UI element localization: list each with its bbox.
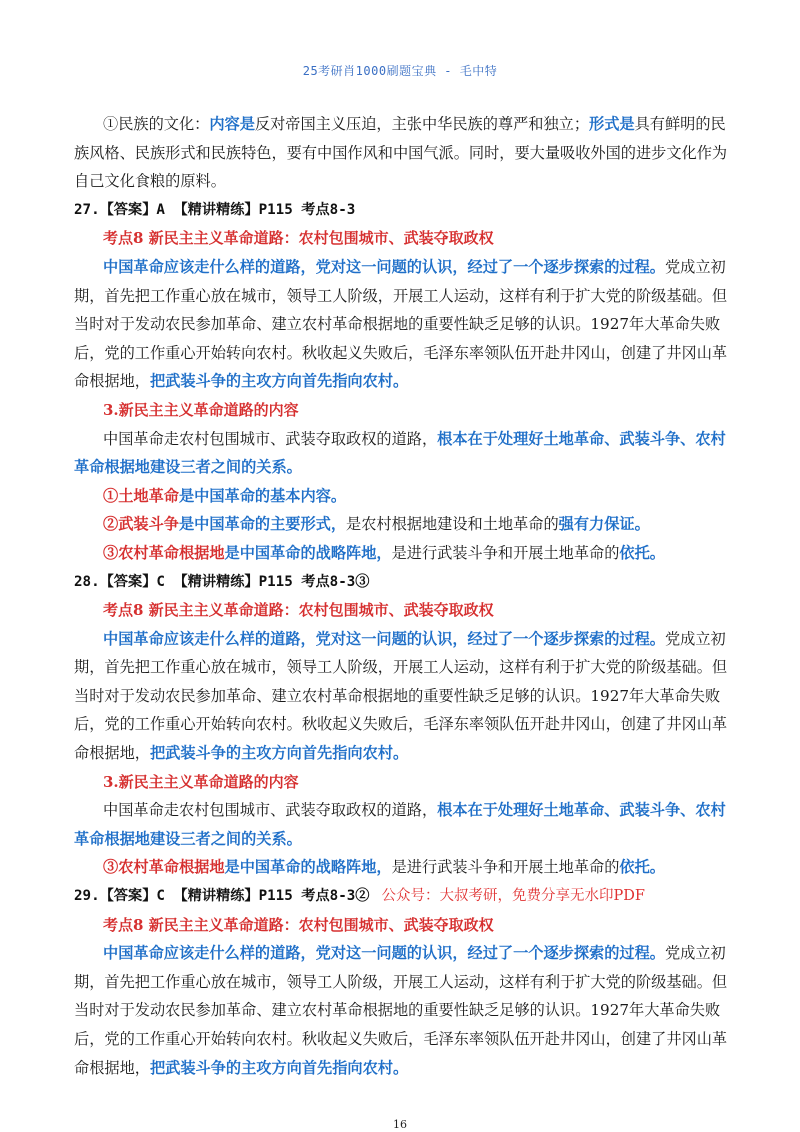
page-content	[74, 110, 732, 1082]
answer-heading-28: 28.【答案】C 【精讲精练】P115 考点8-3③	[74, 573, 370, 590]
intro-lead: ①民族的文化：	[103, 115, 210, 133]
intro-form-label: 形式是	[589, 115, 635, 133]
answer-heading-29: 29.【答案】C 【精讲精练】P115 考点8-3②	[74, 888, 370, 905]
intro-form-text: 具有鲜明的民族风格、民族形式和民族特色，要有中国作风和中国气派。同时，要大量吸收外国的进步文化作为自己文化食粮的原料。	[74, 115, 728, 191]
intro-content-label: 内容是	[209, 115, 255, 133]
explanation-paragraph-28	[74, 625, 732, 768]
road-highlight-27: 根本在于处理好土地革命、武装斗争、农村革命根据地建设三者之间的关系。	[74, 429, 726, 477]
body-text-29: 党成立初期，首先把工作重心放在城市，领导工人阶级，开展工人运动，这样有利于扩大党的阶级基础。但当时对于发动农民参加革命、建立农村革命根据地的重要性缺乏足够的认识。1927年大革命失败后，党的工作重心开始转向农村。秋收起义失败后，毛泽东率领队伍开赴井冈山，创建了井冈山革命根据地，	[74, 944, 728, 1077]
item-3-label: ③农村革命根据地	[103, 543, 225, 562]
subheading-27: 3.新民主主义革命道路的内容	[103, 400, 299, 419]
intro-paragraph	[74, 110, 732, 196]
answer-heading-27: 27.【答案】A 【精讲精练】P115 考点8-3	[74, 201, 356, 218]
road-paragraph-27	[74, 425, 732, 482]
kaodian-title-29: 考点8 新民主主义革命道路：农村包围城市、武装夺取政权	[103, 915, 494, 934]
item-base-area-28	[74, 853, 732, 882]
promo-note: 公众号：大叔考研，免费分享无水印PDF	[381, 888, 645, 905]
item-3-label-28: ③农村革命根据地	[103, 858, 225, 877]
highlight-29b: 把武装斗争的主攻方向首先指向农村。	[149, 1058, 409, 1077]
item-3-highlight-2: 依托。	[619, 543, 665, 562]
item-base-area	[74, 539, 732, 568]
road-paragraph-28	[74, 796, 732, 853]
explanation-paragraph-27	[74, 253, 732, 396]
explanation-paragraph-29	[74, 939, 732, 1082]
item-2-highlight-2: 强有力保证。	[558, 515, 650, 534]
road-highlight-28: 根本在于处理好土地革命、武装斗争、农村革命根据地建设三者之间的关系。	[74, 801, 726, 848]
road-text-27: 中国革命走农村包围城市、武装夺取政权的道路，	[103, 429, 438, 448]
item-2-text: 是农村根据地建设和土地革命的	[346, 515, 559, 534]
highlight-28b: 把武装斗争的主攻方向首先指向农村。	[149, 744, 409, 763]
item-3-highlight-2-28: 依托。	[619, 858, 665, 877]
item-1-label: ①土地革命	[103, 486, 179, 505]
item-3-text: 是进行武装斗争和开展土地革命的	[391, 543, 620, 562]
highlight-27a: 中国革命应该走什么样的道路，党对这一问题的认识，经过了一个逐步探索的过程。	[103, 257, 665, 276]
kaodian-title-28: 考点8 新民主主义革命道路：农村包围城市、武装夺取政权	[103, 601, 494, 620]
item-2-label: ②武装斗争	[103, 515, 179, 534]
item-3-highlight: 是中国革命的战略阵地，	[224, 543, 392, 562]
page-number: 16	[393, 1118, 407, 1131]
body-text-27: 党成立初期，首先把工作重心放在城市，领导工人阶级，开展工人运动，这样有利于扩大党的阶级基础。但当时对于发动农民参加革命、建立农村革命根据地的重要性缺乏足够的认识。1927年大革命失败后，党的工作重心开始转向农村。秋收起义失败后，毛泽东率领队伍开赴井冈山，创建了井冈山革命根据地，	[74, 257, 728, 391]
item-2-highlight: 是中国革命的主要形式，	[178, 515, 346, 534]
item-armed-struggle	[74, 510, 732, 539]
highlight-29a: 中国革命应该走什么样的道路，党对这一问题的认识，经过了一个逐步探索的过程。	[103, 944, 665, 963]
subheading-28: 3.新民主主义革命道路的内容	[103, 772, 299, 791]
item-1-text: 是中国革命的基本内容。	[178, 486, 346, 505]
intro-content-text: 反对帝国主义压迫，主张中华民族的尊严和独立；	[254, 115, 589, 133]
page-header: 25考研肖1000刷题宝典 - 毛中特	[302, 64, 498, 78]
body-text-28: 党成立初期，首先把工作重心放在城市，领导工人阶级，开展工人运动，这样有利于扩大党的阶级基础。但当时对于发动农民参加革命、建立农村革命根据地的重要性缺乏足够的认识。1927年大革命失败后，党的工作重心开始转向农村。秋收起义失败后，毛泽东率领队伍开赴井冈山，创建了井冈山革命根据地，	[74, 629, 728, 763]
highlight-28a: 中国革命应该走什么样的道路，党对这一问题的认识，经过了一个逐步探索的过程。	[103, 629, 665, 648]
item-land-revolution	[74, 482, 732, 511]
road-text-28: 中国革命走农村包围城市、武装夺取政权的道路，	[103, 801, 438, 820]
kaodian-title-27: 考点8 新民主主义革命道路：农村包围城市、武装夺取政权	[103, 229, 494, 248]
item-3-text-28: 是进行武装斗争和开展土地革命的	[391, 858, 620, 877]
answer-heading-29-line	[74, 882, 732, 911]
item-3-highlight-28: 是中国革命的战略阵地，	[224, 858, 392, 877]
highlight-27b: 把武装斗争的主攻方向首先指向农村。	[149, 372, 409, 391]
